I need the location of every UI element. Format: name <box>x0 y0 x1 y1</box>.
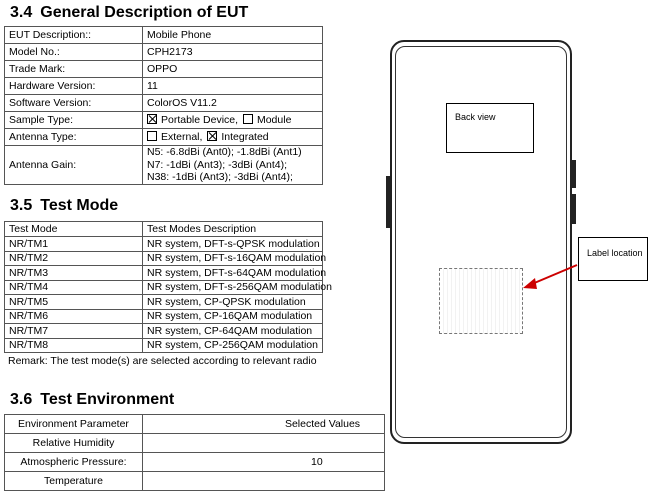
test-mode-table <box>4 221 332 353</box>
option-label: Portable Device, <box>161 114 239 126</box>
table-row <box>5 237 323 252</box>
column-header: Environment Parameter <box>5 415 143 434</box>
table-row <box>5 129 323 146</box>
table-row <box>5 280 323 295</box>
label-location-label: Label location <box>587 248 643 258</box>
test-mode-description: NR system, DFT-s-16QAM modulation <box>143 251 323 266</box>
eut-value: ColorOS V11.2 <box>143 95 323 112</box>
column-header: Test Mode <box>5 222 143 237</box>
test-mode-description: NR system, CP-16QAM modulation <box>143 309 323 324</box>
test-mode-cell: NR/TM3 <box>5 266 143 281</box>
test-mode-cell: NR/TM5 <box>5 295 143 310</box>
test-mode-cell: NR/TM7 <box>5 324 143 339</box>
test-mode-description: NR system, DFT-s-QPSK modulation <box>143 237 323 252</box>
option-label: External, <box>161 131 203 143</box>
table-row <box>5 295 323 310</box>
section-heading-eut <box>10 4 248 22</box>
eut-label: Hardware Version: <box>5 78 143 95</box>
option-label: Integrated <box>221 131 269 143</box>
eut-label: Trade Mark: <box>5 61 143 78</box>
env-parameter: Relative Humidity <box>5 434 143 453</box>
checkbox-checked-icon <box>147 114 157 124</box>
test-mode-description: NR system, CP-QPSK modulation <box>143 295 323 310</box>
eut-value: OPPO <box>143 61 323 78</box>
column-header: Test Modes Description <box>143 222 323 237</box>
option-label: Module <box>256 114 292 126</box>
eut-value: CPH2173 <box>143 44 323 61</box>
section-heading-test-environment <box>10 391 174 409</box>
checkbox-empty-icon <box>243 114 253 124</box>
section-number: 3.6 <box>10 391 33 408</box>
antenna-gain-line: N5: -6.8dBi (Ant0); -1.8dBi (Ant1) <box>147 146 302 159</box>
test-mode-description: NR system, CP-64QAM modulation <box>143 324 323 339</box>
eut-description-table <box>4 26 323 185</box>
antenna-type-options <box>143 129 323 146</box>
antenna-gain-values <box>143 146 323 185</box>
env-parameter: Atmospheric Pressure: <box>5 453 143 472</box>
eut-label: Sample Type: <box>5 112 143 129</box>
back-view-label: Back view <box>455 112 496 122</box>
table-row <box>5 112 323 129</box>
eut-label: Antenna Type: <box>5 129 143 146</box>
test-mode-description: NR system, DFT-s-256QAM modulation <box>143 280 323 295</box>
table-row <box>5 251 323 266</box>
table-row <box>5 309 323 324</box>
test-mode-cell: NR/TM4 <box>5 280 143 295</box>
checkbox-checked-icon <box>207 131 217 141</box>
antenna-gain-line: N7: -1dBi (Ant3); -3dBi (Ant4); <box>147 158 288 171</box>
table-row <box>5 27 323 44</box>
label-location-box <box>578 237 648 281</box>
env-parameter: Temperature <box>5 472 143 491</box>
env-value: 10 <box>143 453 385 472</box>
eut-label: EUT Description:: <box>5 27 143 44</box>
antenna-gain-line: N38: -1dBi (Ant3); -3dBi (Ant4); <box>147 171 293 184</box>
table-header-row <box>5 222 323 237</box>
test-mode-cell: NR/TM2 <box>5 251 143 266</box>
table-row <box>5 146 323 185</box>
sample-type-options <box>143 112 323 129</box>
test-mode-description: NR system, DFT-s-64QAM modulation <box>143 266 323 281</box>
table-row <box>5 95 323 112</box>
section-title: Test Environment <box>40 391 175 408</box>
test-mode-description: NR system, CP-256QAM modulation <box>143 338 323 353</box>
section-number: 3.5 <box>10 197 33 214</box>
table-row <box>5 324 323 339</box>
eut-value: Mobile Phone <box>143 27 323 44</box>
eut-label: Software Version: <box>5 95 143 112</box>
test-mode-remark: Remark: The test mode(s) are selected according to relevant radio <box>8 355 317 367</box>
test-mode-cell: NR/TM6 <box>5 309 143 324</box>
label-location-figure <box>322 0 643 480</box>
eut-label: Antenna Gain: <box>5 146 143 185</box>
table-row <box>5 338 323 353</box>
column-header: Selected Values <box>143 415 385 434</box>
table-row <box>5 61 323 78</box>
eut-value: 11 <box>143 78 323 95</box>
table-row <box>5 44 323 61</box>
section-number: 3.4 <box>10 4 33 21</box>
section-title: Test Mode <box>40 197 119 214</box>
table-row <box>5 78 323 95</box>
test-mode-cell: NR/TM8 <box>5 338 143 353</box>
checkbox-empty-icon <box>147 131 157 141</box>
section-heading-test-mode <box>10 197 118 215</box>
test-mode-cell: NR/TM1 <box>5 237 143 252</box>
table-row <box>5 266 323 281</box>
section-title: General Description of EUT <box>40 4 249 21</box>
eut-label: Model No.: <box>5 44 143 61</box>
